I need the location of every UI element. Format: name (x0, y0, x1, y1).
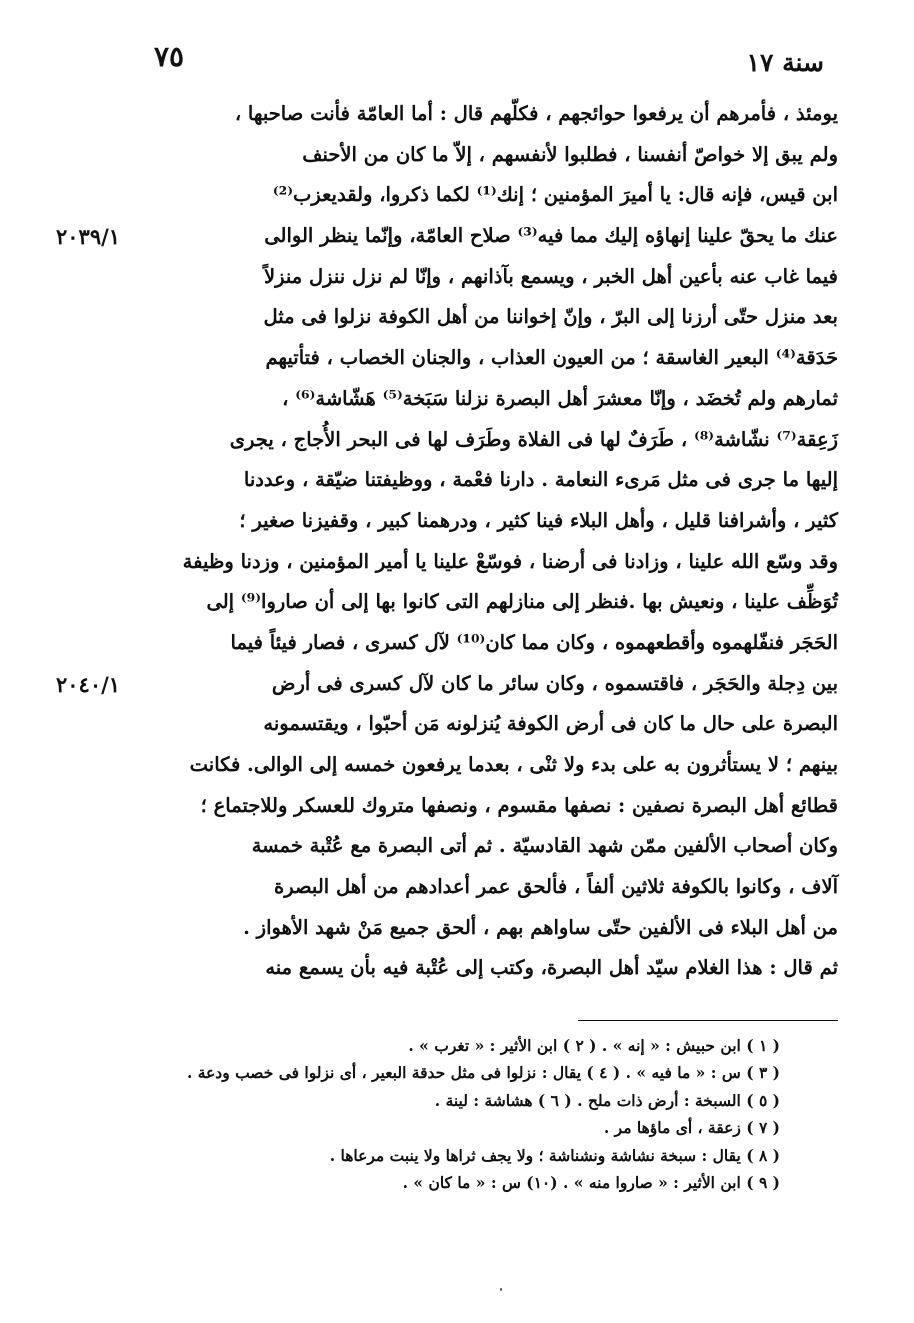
body-line: بينهم ؛ لا يستأثرون به على بدء ولا ثنْى ، بعدما يرفعون خمسه إلى الوالى. فكانت (189, 753, 838, 776)
footnote: ( ٣ ) س : « ما فيه » . ( ٤ ) يقال : نزلوا فى مثل حدقة البعير ، أى نزلوا فى خصب ودعة . (186, 1063, 780, 1083)
body-line: حَدَقة⁽⁴⁾ البعير الغاسقة ؛ من العيون العذاب ، والجنان الخصاب ، فتأتيهم (265, 346, 838, 370)
running-header-year: سنة ١٧ (746, 48, 824, 77)
scan-speck (500, 1288, 502, 1291)
footnote: ( ٥ ) السبخة : أرض ذات ملح . ( ٦ ) هشاشة : لينة . (434, 1090, 780, 1110)
body-line: بين دِجلة والحَجَر ، فاقتسموه ، وكان سائر ما كان لآل كسرى فى أرض (271, 671, 838, 695)
body-line: وقد وسّع الله علينا ، وزادنا فى أرضنا ، فوسّعْ علينا يا أمير المؤمنين ، وزدنا وظيفة (182, 549, 838, 573)
body-line: ثم قال : هذا الغلام سيّد أهل البصرة، وكتب إلى عُتْبة فيه بأن يسمع منه (265, 956, 838, 980)
page-number: ٧٥ (154, 40, 185, 73)
body-line: تُوَظِّف علينا ، ونعيش بها .فنظر إلى منازلهم التى كانوا بها إلى أن صاروا⁽⁹⁾ إلى (206, 590, 838, 614)
footnote: ( ١ ) ابن حبيش : « إنه » . ( ٢ ) ابن الأثير : « تغرب » . (408, 1036, 780, 1055)
body-line: ثمارهم ولم تُخضَد ، وإنّا معشرَ أهل البصرة نزلنا سَبَخة⁽⁵⁾ هَشّاشة⁽⁶⁾ ، (282, 386, 838, 410)
footnote-separator-rule (578, 1020, 838, 1021)
body-line: الحَجَر فنفّلهموه وأقطعهموه ، وكان مما كان⁽¹⁰⁾ لآل كسرى ، فصار فيئاً فيما (230, 630, 838, 654)
body-line: عنك ما يحقّ علينا إنهاؤه إليك مما فيه⁽³⁾ صلاح العامّة، وإنّما ينظر الوالى (264, 224, 838, 248)
body-line: ولم يبق إلا خواصّ أنفسنا ، فطلبوا لأنفسهم ، إلاّ ما كان من الأحنف (302, 142, 838, 166)
body-line: ابن قيس، فإنه قال: يا أميرَ المؤمنين ؛ إنك⁽¹⁾ لكما ذكروا، ولقديعزب⁽²⁾ (272, 183, 838, 207)
footnote: ( ٨ ) يقال : سبخة نشاشة ونشناشة ؛ ولا يجف ثراها ولا ينبت مرعاها . (329, 1145, 780, 1165)
footnote: ( ٩ ) ابن الأثير : « صاروا منه » . (١٠) س : « ما كان » . (402, 1172, 780, 1192)
footnote: ( ٧ ) زعقة ، أى ماؤها مر . (603, 1118, 780, 1138)
footnotes-block (150, 1032, 780, 1196)
body-line: يومئذ ، فأمرهم أن يرفعوا حوائجهم ، فكلّهم قال : أما العامّة فأنت صاحبها ، (234, 102, 838, 125)
body-line: إليها ما جرى فى مثل مَرىء النعامة . دارنا فعْمة ، ووظيفتنا ضيّقة ، وعددنا (243, 468, 838, 492)
body-line: من أهل البلاء فى الألفين حتّى ساواهم بهم ، ألحق جميع مَنْ شهد الأهواز . (243, 915, 838, 939)
body-line: بعد منزل حتّى أرزنا إلى البرّ ، وإنّ إخواننا من أهل الكوفة نزلوا فى مثل (263, 305, 838, 329)
margin-reference: ٢٠٤٠/١ (56, 671, 121, 697)
main-text-block (150, 94, 838, 989)
body-line: آلاف ، وكانوا بالكوفة ثلاثين ألفاً ، فألحق عمر أعدادهم من أهل البصرة (274, 875, 838, 899)
body-line: وكان أصحاب الألفين ممّن شهد القادسيّة . ثم أتى البصرة مع عُتْبة خمسة (251, 834, 838, 858)
body-line: زَعِقة⁽⁷⁾ نشّاشة⁽⁸⁾ ، طَرَفٌ لها فى الفلاة وطَرَف لها فى البحر الأُجاج ، يجرى (229, 427, 838, 451)
body-line: كثير ، وأشرافنا قليل ، وأهل البلاء فينا كثير ، ودرهمنا كبير ، وقفيزنا صغير ؛ (239, 508, 838, 532)
body-line: البصرة على حال ما كان فى أرض الكوفة يُنزلونه مَن أحبّوا ، ويقتسمونه (263, 712, 838, 736)
body-line: قطائع أهل البصرة نصفين : نصفها مقسوم ، ونصفها متروك للعسكر وللاجتماع ؛ (200, 793, 838, 817)
body-line: فيما غاب عنه بأعين أهل الخبر ، ويسمع بآذانهم ، وإنّا لم نزل ننزل منزلاً (264, 264, 838, 288)
margin-reference: ٢٠٣٩/١ (56, 224, 121, 250)
